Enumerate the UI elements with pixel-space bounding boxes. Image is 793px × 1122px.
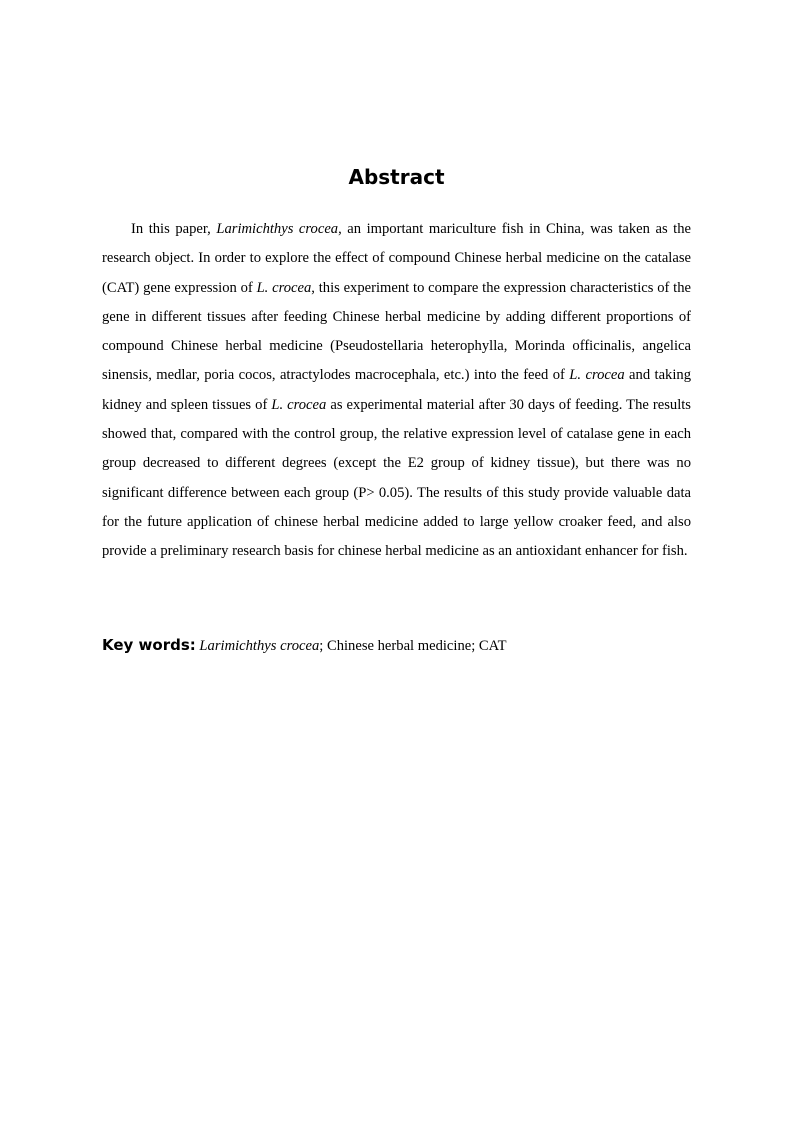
abstract-text: and taking kidney and spleen tissues of [102, 367, 692, 413]
keyword-species: Larimichthys crocea [199, 638, 320, 654]
abstract-text: , this experiment to compare the expression characteristics of the gene in different tissues after feeding Chinese herbal medicine by adding different proportions of compound Chinese herbal medicine (Pseudostellaria heterophylla, Morinda officinalis, angelica sinensis, medlar, poria cocos, atractylodes macrocephala, etc.) into the feed of [102, 279, 691, 384]
abstract-text: as experimental material after 30 days of feeding. The results showed that, compared with the control group, the relative expression level of catalase gene in each group decreased to different degrees (except the E2 group of kidney tissue), but there was no significant difference between each group (P> 0.05). The results of this study provide valuable data for the future application of chinese herbal medicine added to large yellow croaker feed, and also provide a preliminary research basis for chinese herbal medicine as an antioxidant enhancer for fish. [102, 396, 691, 560]
abstract-text: In this paper, [131, 221, 217, 237]
abstract-paragraph [102, 215, 691, 567]
species-abbreviation: L. crocea [256, 279, 312, 296]
species-abbreviation: L. crocea [271, 396, 327, 413]
keywords-line [102, 632, 691, 659]
keywords-list: ; Chinese herbal medicine; CAT [319, 638, 507, 654]
abstract-title: Abstract [348, 165, 445, 189]
abstract-text: , an important mariculture fish in China, was taken as the research object. In order to explore the effect of compound Chinese herbal medicine on the catalase (CAT) gene expression of [102, 221, 691, 296]
keywords-label: Key words: [102, 636, 196, 654]
species-name: Larimichthys crocea [216, 221, 339, 237]
species-abbreviation: L. crocea [569, 367, 625, 384]
